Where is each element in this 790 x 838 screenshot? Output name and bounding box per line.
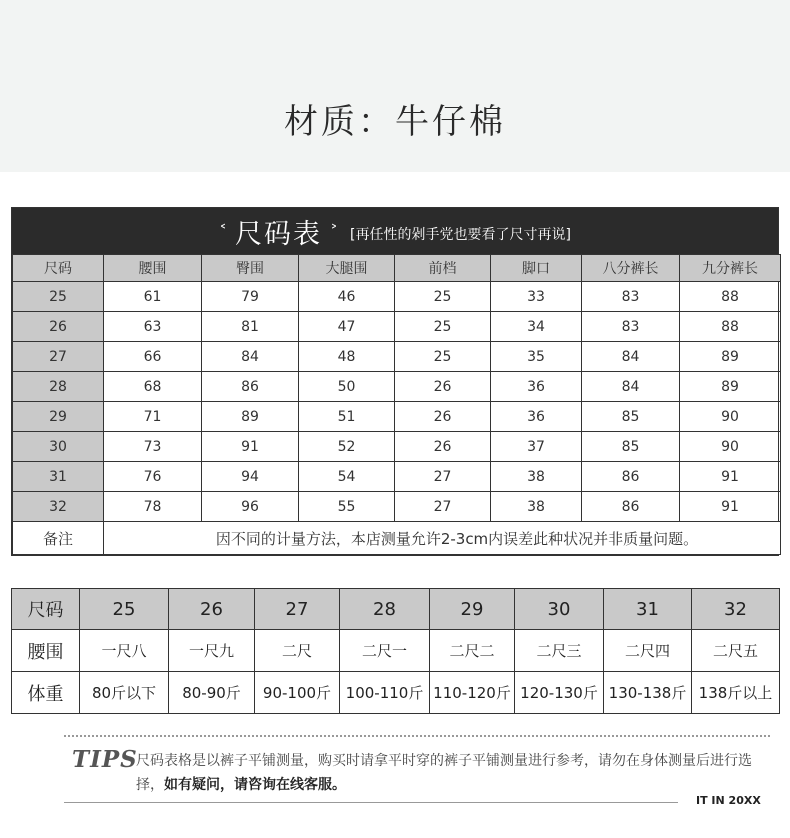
size-cell: 25 <box>13 282 104 312</box>
tips-text <box>136 749 756 797</box>
size-cell: 28 <box>340 589 430 630</box>
size-cell: 29 <box>13 402 104 432</box>
measure-cell: 51 <box>299 402 395 432</box>
measure-cell: 86 <box>582 492 680 522</box>
table-row <box>13 492 781 522</box>
table-row <box>13 402 781 432</box>
measure-cell: 47 <box>299 312 395 342</box>
measure-cell: 26 <box>395 402 491 432</box>
measure-cell: 71 <box>104 402 202 432</box>
measure-cell: 25 <box>395 342 491 372</box>
measure-cell: 73 <box>104 432 202 462</box>
measure-cell: 55 <box>299 492 395 522</box>
size-table-header-cell: 脚口 <box>491 255 582 282</box>
tips-title: TIPS <box>72 746 138 773</box>
measure-cell: 89 <box>680 372 781 402</box>
measure-cell: 27 <box>395 492 491 522</box>
waist-cell: 二尺三 <box>515 630 604 672</box>
measure-cell: 91 <box>202 432 299 462</box>
note-label: 备注 <box>13 522 104 555</box>
size-cell: 27 <box>13 342 104 372</box>
size-table-header-cell: 九分裤长 <box>680 255 781 282</box>
measure-cell: 81 <box>202 312 299 342</box>
measure-cell: 88 <box>680 312 781 342</box>
size-table-header-cell: 八分裤长 <box>582 255 680 282</box>
measure-cell: 91 <box>680 492 781 522</box>
measure-cell: 84 <box>202 342 299 372</box>
waist-cell: 二尺四 <box>604 630 692 672</box>
measure-cell: 61 <box>104 282 202 312</box>
size-row-label: 尺码 <box>12 589 80 630</box>
measure-cell: 88 <box>680 282 781 312</box>
measure-cell: 63 <box>104 312 202 342</box>
measure-cell: 79 <box>202 282 299 312</box>
waist-cell: 二尺五 <box>692 630 780 672</box>
waist-cell: 一尺八 <box>80 630 169 672</box>
sparkle-right-icon: ˃ <box>330 221 339 241</box>
measure-cell: 78 <box>104 492 202 522</box>
measure-cell: 35 <box>491 342 582 372</box>
size-chart-subtitle: [再任性的剁手党也要看了尺寸再说] <box>350 227 571 243</box>
size-cell: 29 <box>430 589 515 630</box>
measure-cell: 89 <box>202 402 299 432</box>
measure-cell: 26 <box>395 432 491 462</box>
weight-cell: 90-100斤 <box>255 672 340 714</box>
measure-cell: 84 <box>582 342 680 372</box>
table-row <box>13 342 781 372</box>
note-text: 因不同的计量方法，本店测量允许2-3cm内误差此种状况并非质量问题。 <box>104 522 781 555</box>
size-table-header-cell: 大腿围 <box>299 255 395 282</box>
size-cell: 26 <box>169 589 255 630</box>
size-table-header-cell: 腰围 <box>104 255 202 282</box>
size-cell: 25 <box>80 589 169 630</box>
material-title: 材质：牛仔棉 <box>284 102 506 142</box>
measure-cell: 52 <box>299 432 395 462</box>
size-table-header-cell: 臀围 <box>202 255 299 282</box>
size-cell: 30 <box>13 432 104 462</box>
waist-weight-chart <box>11 588 779 714</box>
measure-cell: 37 <box>491 432 582 462</box>
measure-cell: 96 <box>202 492 299 522</box>
measure-cell: 34 <box>491 312 582 342</box>
measure-cell: 50 <box>299 372 395 402</box>
weight-cell: 80斤以下 <box>80 672 169 714</box>
measure-cell: 85 <box>582 432 680 462</box>
waist-row <box>12 630 780 672</box>
weight-row-label: 体重 <box>12 672 80 714</box>
size-chart <box>11 207 779 556</box>
size-cell: 28 <box>13 372 104 402</box>
sparkle-left-icon: ˂ <box>219 221 228 241</box>
tips-text-bold: 如有疑问，请咨询在线客服。 <box>164 777 346 793</box>
measure-cell: 94 <box>202 462 299 492</box>
weight-cell: 110-120斤 <box>430 672 515 714</box>
size-cell: 31 <box>604 589 692 630</box>
weight-cell: 120-130斤 <box>515 672 604 714</box>
waist-row-label: 腰围 <box>12 630 80 672</box>
measure-cell: 36 <box>491 402 582 432</box>
table-row <box>13 282 781 312</box>
measure-cell: 48 <box>299 342 395 372</box>
measure-cell: 54 <box>299 462 395 492</box>
size-cell: 32 <box>13 492 104 522</box>
measure-cell: 36 <box>491 372 582 402</box>
measure-cell: 38 <box>491 492 582 522</box>
measure-cell: 86 <box>202 372 299 402</box>
size-table <box>12 254 781 555</box>
measure-cell: 90 <box>680 402 781 432</box>
table-row <box>13 462 781 492</box>
table-row <box>13 432 781 462</box>
size-cell: 30 <box>515 589 604 630</box>
measure-cell: 90 <box>680 432 781 462</box>
measure-cell: 38 <box>491 462 582 492</box>
size-cell: 26 <box>13 312 104 342</box>
waist-weight-table <box>11 588 780 714</box>
weight-cell: 80-90斤 <box>169 672 255 714</box>
weight-cell: 100-110斤 <box>340 672 430 714</box>
size-table-header-cell: 尺码 <box>13 255 104 282</box>
measure-cell: 25 <box>395 282 491 312</box>
size-cell: 27 <box>255 589 340 630</box>
header-band <box>0 0 790 172</box>
bottom-divider <box>64 802 678 803</box>
size-table-header-cell: 前档 <box>395 255 491 282</box>
waist-cell: 一尺九 <box>169 630 255 672</box>
weight-row <box>12 672 780 714</box>
measure-cell: 26 <box>395 372 491 402</box>
brand-mark: IT IN 20XX <box>696 794 761 807</box>
measure-cell: 68 <box>104 372 202 402</box>
table-row <box>13 372 781 402</box>
note-row <box>13 522 781 555</box>
measure-cell: 89 <box>680 342 781 372</box>
size-chart-title: 尺码表 <box>235 218 323 250</box>
size-cell: 31 <box>13 462 104 492</box>
size-cell: 32 <box>692 589 780 630</box>
waist-cell: 二尺一 <box>340 630 430 672</box>
waist-cell: 二尺二 <box>430 630 515 672</box>
weight-cell: 130-138斤 <box>604 672 692 714</box>
table-row <box>13 312 781 342</box>
measure-cell: 86 <box>582 462 680 492</box>
measure-cell: 84 <box>582 372 680 402</box>
measure-cell: 33 <box>491 282 582 312</box>
size-chart-banner <box>12 208 778 254</box>
weight-cell: 138斤以上 <box>692 672 780 714</box>
measure-cell: 83 <box>582 282 680 312</box>
waist-size-row <box>12 589 780 630</box>
size-table-header-row <box>13 255 781 282</box>
measure-cell: 83 <box>582 312 680 342</box>
measure-cell: 46 <box>299 282 395 312</box>
measure-cell: 25 <box>395 312 491 342</box>
measure-cell: 85 <box>582 402 680 432</box>
tips-text-plain: 尺码表格是以裤子平铺测量，购买时请拿平时穿的裤子平铺测量进行参考，请勿在身体测量后进行选择， <box>136 753 752 793</box>
measure-cell: 27 <box>395 462 491 492</box>
measure-cell: 66 <box>104 342 202 372</box>
measure-cell: 91 <box>680 462 781 492</box>
dotted-divider <box>64 735 770 737</box>
measure-cell: 76 <box>104 462 202 492</box>
waist-cell: 二尺 <box>255 630 340 672</box>
